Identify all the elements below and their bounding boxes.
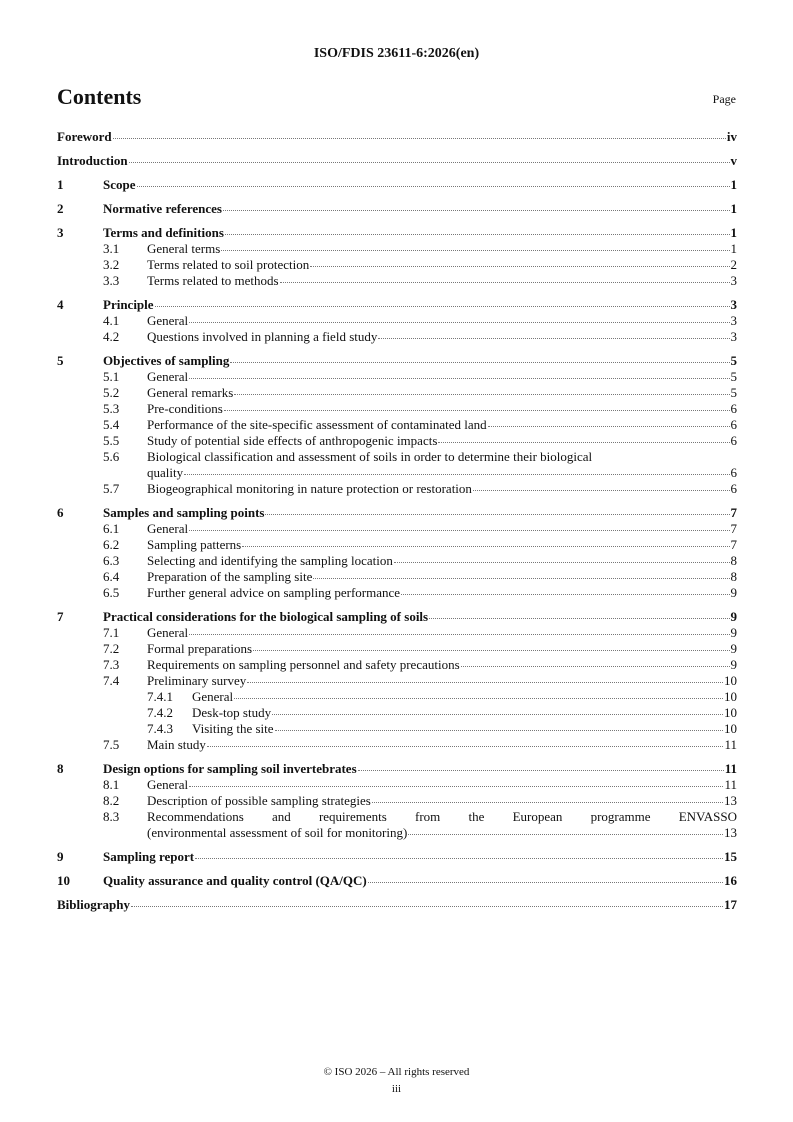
dot-leader (223, 210, 730, 211)
toc-entry-line (57, 721, 737, 737)
toc-entry-number: 4.2 (103, 329, 120, 344)
toc-entry-number: 7.2 (103, 641, 120, 656)
toc-entry-page: 9 (730, 585, 737, 600)
toc-entry-line (57, 809, 737, 825)
toc-entry-page: 9 (730, 657, 737, 672)
toc-entry-page: 8 (730, 569, 737, 584)
toc-entry-number: 3.3 (103, 273, 120, 288)
toc-entry-line (57, 129, 737, 145)
toc-entry-page: 2 (730, 257, 737, 272)
toc-entry-number: 5.6 (103, 449, 120, 464)
toc-entry-line (57, 569, 737, 585)
toc-entry[interactable] (57, 553, 737, 569)
toc-entry[interactable] (57, 793, 737, 809)
toc-entry[interactable] (57, 609, 737, 625)
toc-entry-number: 6 (57, 505, 64, 520)
toc-entry-line (57, 705, 737, 721)
toc-entry[interactable] (57, 721, 737, 737)
dot-leader (401, 594, 729, 595)
page-column-label: Page (712, 92, 736, 106)
toc-entry-title: Pre-conditions (147, 401, 223, 416)
toc-entry[interactable] (57, 897, 737, 913)
toc-entry-page: 6 (730, 481, 737, 496)
toc-entry-title: Scope (103, 177, 136, 192)
toc-entry-line (57, 793, 737, 809)
toc-entry-line (57, 657, 737, 673)
toc-entry-number: 5.3 (103, 401, 120, 416)
toc-entry-page: 15 (724, 849, 737, 864)
toc-entry-line (57, 177, 737, 193)
toc-entry-line (57, 761, 737, 777)
toc-entry-title: Bibliography (57, 897, 130, 912)
toc-entry-number: 7.3 (103, 657, 120, 672)
toc-entry[interactable] (57, 641, 737, 657)
toc-entry-page: 5 (730, 369, 737, 384)
toc-entry[interactable] (57, 313, 737, 329)
toc-entry-line (57, 241, 737, 257)
toc-entry-page: 9 (730, 641, 737, 656)
dot-leader (247, 682, 723, 683)
toc-entry[interactable] (57, 417, 737, 433)
toc-entry-title: Foreword (57, 129, 112, 144)
toc-entry-title: Terms and definitions (103, 225, 224, 240)
toc-entry-title: Samples and sampling points (103, 505, 265, 520)
dot-leader (313, 578, 729, 579)
toc-entry-number: 5.4 (103, 417, 120, 432)
toc-entry-title: Sampling patterns (147, 537, 242, 552)
toc-entry-line (57, 553, 737, 569)
toc-entry[interactable] (57, 537, 737, 553)
dot-leader (372, 802, 723, 803)
toc-entry-page: 5 (730, 385, 737, 400)
toc-entry-page: 16 (724, 873, 737, 888)
dot-leader (224, 410, 730, 411)
toc-entry-number: 5.5 (103, 433, 120, 448)
toc-entry-title: Selecting and identifying the sampling location (147, 553, 393, 568)
toc-entry-page: 7 (730, 505, 737, 520)
toc-entry-title: Description of possible sampling strategies (147, 793, 371, 808)
toc-entry-line (57, 297, 737, 313)
toc-entry[interactable] (57, 689, 737, 705)
toc-entry[interactable] (57, 433, 737, 449)
toc-entry-title: Biological classification and assessment of soils in order to determine their biological (147, 449, 593, 464)
toc-entry[interactable] (57, 297, 737, 313)
dot-leader (230, 362, 729, 363)
toc-entry-page: 3 (730, 297, 737, 312)
toc-entry-line (57, 417, 737, 433)
dot-leader (234, 698, 723, 699)
toc-entry-number: 4.1 (103, 313, 120, 328)
page-number: iii (391, 1083, 402, 1095)
toc-entry-line (57, 849, 737, 865)
toc-entry-page: 9 (730, 625, 737, 640)
dot-leader (265, 514, 729, 515)
toc-entry[interactable] (57, 625, 737, 641)
toc-entry-line (57, 481, 737, 497)
toc-entry-number: 7.4 (103, 673, 120, 688)
toc-entry-line (57, 505, 737, 521)
dot-leader (310, 266, 729, 267)
toc-entry-page: 13 (724, 825, 737, 840)
toc-entry-page: 7 (730, 521, 737, 536)
toc-entry-number: 3.1 (103, 241, 120, 256)
toc-entry-title: General (147, 625, 189, 640)
dot-leader (253, 650, 729, 651)
toc-entry-number: 3.2 (103, 257, 120, 272)
toc-entry-page: 10 (724, 721, 737, 736)
dot-leader (131, 906, 723, 907)
toc-entry-page: 3 (730, 329, 737, 344)
toc-entry-title: Principle (103, 297, 154, 312)
toc-entry-title: Objectives of sampling (103, 353, 230, 368)
dot-leader (461, 666, 730, 667)
dot-leader (408, 834, 723, 835)
toc-entry[interactable] (57, 705, 737, 721)
toc-entry-page: 3 (730, 313, 737, 328)
toc-entry-line (57, 369, 737, 385)
dot-leader (272, 714, 723, 715)
toc-entry-title: Practical considerations for the biological sampling of soils (103, 609, 429, 624)
toc-entry-line (57, 329, 737, 345)
toc-entry-page: 3 (730, 273, 737, 288)
toc-entry[interactable] (57, 873, 737, 889)
toc-entry-page: 13 (724, 793, 737, 808)
toc-entry[interactable] (57, 329, 737, 345)
toc-entry-line (57, 225, 737, 241)
toc-entry-number: 4 (57, 297, 64, 312)
toc-entry-number: 3 (57, 225, 64, 240)
dot-leader (429, 618, 729, 619)
toc-entry[interactable] (57, 809, 737, 841)
toc-entry-line (57, 585, 737, 601)
toc-entry-line (57, 353, 737, 369)
toc-entry-line (57, 273, 737, 289)
toc-entry-title-continued: quality (147, 465, 184, 480)
toc-entry[interactable] (57, 521, 737, 537)
toc-entry-number: 6.2 (103, 537, 120, 552)
toc-entry-line (57, 449, 737, 465)
toc-entry-page: 1 (730, 177, 737, 192)
toc-entry-title: Questions involved in planning a field study (147, 329, 378, 344)
toc-entry-number: 6.5 (103, 585, 120, 600)
toc-entry[interactable] (57, 449, 737, 481)
toc-entry-line (147, 465, 737, 481)
dot-leader (189, 378, 729, 379)
toc-entry-title-continued: (environmental assessment of soil for monitoring) (147, 825, 408, 840)
toc-entry-number: 8.3 (103, 809, 120, 824)
toc-entry-page: 7 (730, 537, 737, 552)
toc-entry-number: 7 (57, 609, 64, 624)
toc-entry-title: Main study (147, 737, 206, 752)
toc-entry[interactable] (57, 737, 737, 753)
toc-entry[interactable] (57, 369, 737, 385)
toc-entry-title: Study of potential side effects of anthropogenic impacts (147, 433, 438, 448)
toc-entry-number: 9 (57, 849, 64, 864)
toc-entry-number: 7.4.3 (147, 721, 173, 736)
dot-leader (195, 858, 723, 859)
toc-entry-title: Introduction (57, 153, 128, 168)
copyright-footer: © ISO 2026 – All rights reserved (323, 1066, 470, 1078)
toc-entry-line (57, 313, 737, 329)
toc-entry[interactable] (57, 673, 737, 689)
toc-entry-number: 8 (57, 761, 64, 776)
toc-entry-title: General (147, 369, 189, 384)
toc-entry-line (57, 537, 737, 553)
toc-entry-page: 11 (724, 737, 737, 752)
toc-entry-number: 7.1 (103, 625, 120, 640)
toc-entry[interactable] (57, 657, 737, 673)
toc-entry-line (57, 777, 737, 793)
toc-entry-line (57, 737, 737, 753)
toc-entry-page: 6 (730, 417, 737, 432)
toc-entry-title: Visiting the site (192, 721, 274, 736)
toc-entry-number: 10 (57, 873, 70, 888)
toc-entry-title: General (147, 313, 189, 328)
toc-entry-number: 5.1 (103, 369, 120, 384)
dot-leader (155, 306, 730, 307)
toc-entry-number: 6.1 (103, 521, 120, 536)
toc-entry-line (57, 201, 737, 217)
toc-entry-page: 1 (730, 225, 737, 240)
dot-leader (189, 634, 729, 635)
dot-leader (113, 138, 726, 139)
dot-leader (225, 234, 730, 235)
toc-entry-page: 9 (730, 609, 737, 624)
toc-entry-number: 5.7 (103, 481, 120, 496)
toc-entry-title: General (147, 777, 189, 792)
toc-entry-page: 6 (730, 433, 737, 448)
toc-entry-title: Quality assurance and quality control (QA/QC) (103, 873, 367, 888)
toc-entry-title: Preparation of the sampling site (147, 569, 313, 584)
toc-entry-title: Terms related to methods (147, 273, 279, 288)
toc-entry-line (57, 401, 737, 417)
toc-entry-page: 1 (730, 201, 737, 216)
dot-leader (234, 394, 729, 395)
toc-entry-line (147, 825, 737, 841)
toc-entry-page: 17 (724, 897, 737, 912)
dot-leader (378, 338, 729, 339)
toc-entry[interactable] (57, 153, 737, 169)
toc-entry[interactable] (57, 353, 737, 369)
dot-leader (368, 882, 723, 883)
toc-entry-number: 7.5 (103, 737, 120, 752)
dot-leader (488, 426, 730, 427)
dot-leader (280, 282, 730, 283)
toc-entry-page: 11 (724, 761, 737, 776)
page-title: Contents (57, 84, 142, 109)
toc-entry-number: 1 (57, 177, 64, 192)
toc-entry-line (57, 433, 737, 449)
toc-entry-number: 8.1 (103, 777, 120, 792)
toc-entry-page: 11 (724, 777, 737, 792)
toc-entry[interactable] (57, 177, 737, 193)
toc-entry-number: 6.4 (103, 569, 120, 584)
toc-entry-page: 10 (724, 689, 737, 704)
toc-entry-number: 2 (57, 201, 64, 216)
dot-leader (275, 730, 723, 731)
toc-entry[interactable] (57, 257, 737, 273)
toc-entry-number: 6.3 (103, 553, 120, 568)
toc-entry-line (57, 897, 737, 913)
toc-entry-title: General (147, 521, 189, 536)
toc-entry[interactable] (57, 129, 737, 145)
toc-entry[interactable] (57, 481, 737, 497)
toc-entry-line (57, 689, 737, 705)
table-of-contents (57, 129, 737, 913)
toc-entry[interactable] (57, 849, 737, 865)
toc-entry[interactable] (57, 401, 737, 417)
toc-entry-title: General remarks (147, 385, 234, 400)
dot-leader (438, 442, 729, 443)
toc-entry-page: 1 (730, 241, 737, 256)
toc-entry-page: 10 (724, 673, 737, 688)
toc-entry-line (57, 153, 737, 169)
toc-entry[interactable] (57, 385, 737, 401)
toc-entry-line (57, 873, 737, 889)
toc-entry-line (57, 641, 737, 657)
toc-entry-line (57, 257, 737, 273)
toc-entry-title: Performance of the site-specific assessment of contaminated land (147, 417, 487, 432)
dot-leader (189, 786, 723, 787)
toc-entry[interactable] (57, 777, 737, 793)
toc-entry[interactable] (57, 225, 737, 241)
dot-leader (189, 530, 729, 531)
toc-entry-title: Preliminary survey (147, 673, 247, 688)
dot-leader (358, 770, 724, 771)
toc-entry-title: Biogeographical monitoring in nature protection or restoration (147, 481, 472, 496)
toc-entry-page: 10 (724, 705, 737, 720)
toc-entry-title: Recommendations and requirements from the European programme ENVASSO (147, 809, 737, 824)
toc-entry[interactable] (57, 505, 737, 521)
toc-entry-page: 8 (730, 553, 737, 568)
dot-leader (394, 562, 730, 563)
toc-entry-title: Formal preparations (147, 641, 253, 656)
toc-entry-line (57, 625, 737, 641)
toc-entry-page: 5 (730, 353, 737, 368)
dot-leader (189, 322, 729, 323)
toc-entry-number: 5.2 (103, 385, 120, 400)
toc-entry[interactable] (57, 241, 737, 257)
toc-entry-page: v (730, 153, 737, 168)
document-header: ISO/FDIS 23611-6:2026(en) (313, 46, 480, 61)
toc-entry-title: Terms related to soil protection (147, 257, 310, 272)
toc-entry-line (57, 609, 737, 625)
toc-entry-number: 7.4.2 (147, 705, 173, 720)
dot-leader (242, 546, 729, 547)
toc-entry[interactable] (57, 201, 737, 217)
toc-entry-title: Sampling report (103, 849, 195, 864)
dot-leader (473, 490, 730, 491)
toc-entry-title: Design options for sampling soil invertebrates (103, 761, 357, 776)
toc-entry[interactable] (57, 569, 737, 585)
toc-entry-title: General (192, 689, 234, 704)
toc-entry-page: iv (726, 129, 737, 144)
toc-entry-line (57, 385, 737, 401)
toc-entry[interactable] (57, 585, 737, 601)
toc-entry-number: 5 (57, 353, 64, 368)
toc-entry-page: 6 (730, 401, 737, 416)
toc-entry-line (57, 521, 737, 537)
dot-leader (184, 474, 729, 475)
dot-leader (137, 186, 730, 187)
dot-leader (207, 746, 724, 747)
dot-leader (221, 250, 729, 251)
toc-entry-line (57, 673, 737, 689)
toc-entry-number: 8.2 (103, 793, 120, 808)
toc-entry[interactable] (57, 761, 737, 777)
toc-entry-title: Further general advice on sampling performance (147, 585, 401, 600)
toc-entry-number: 7.4.1 (147, 689, 173, 704)
toc-entry-title: Requirements on sampling personnel and safety precautions (147, 657, 460, 672)
toc-entry-title: Desk-top study (192, 705, 272, 720)
toc-entry-title: General terms (147, 241, 221, 256)
toc-entry-title: Normative references (103, 201, 222, 216)
dot-leader (129, 162, 730, 163)
toc-entry[interactable] (57, 273, 737, 289)
toc-entry-page: 6 (730, 465, 737, 480)
